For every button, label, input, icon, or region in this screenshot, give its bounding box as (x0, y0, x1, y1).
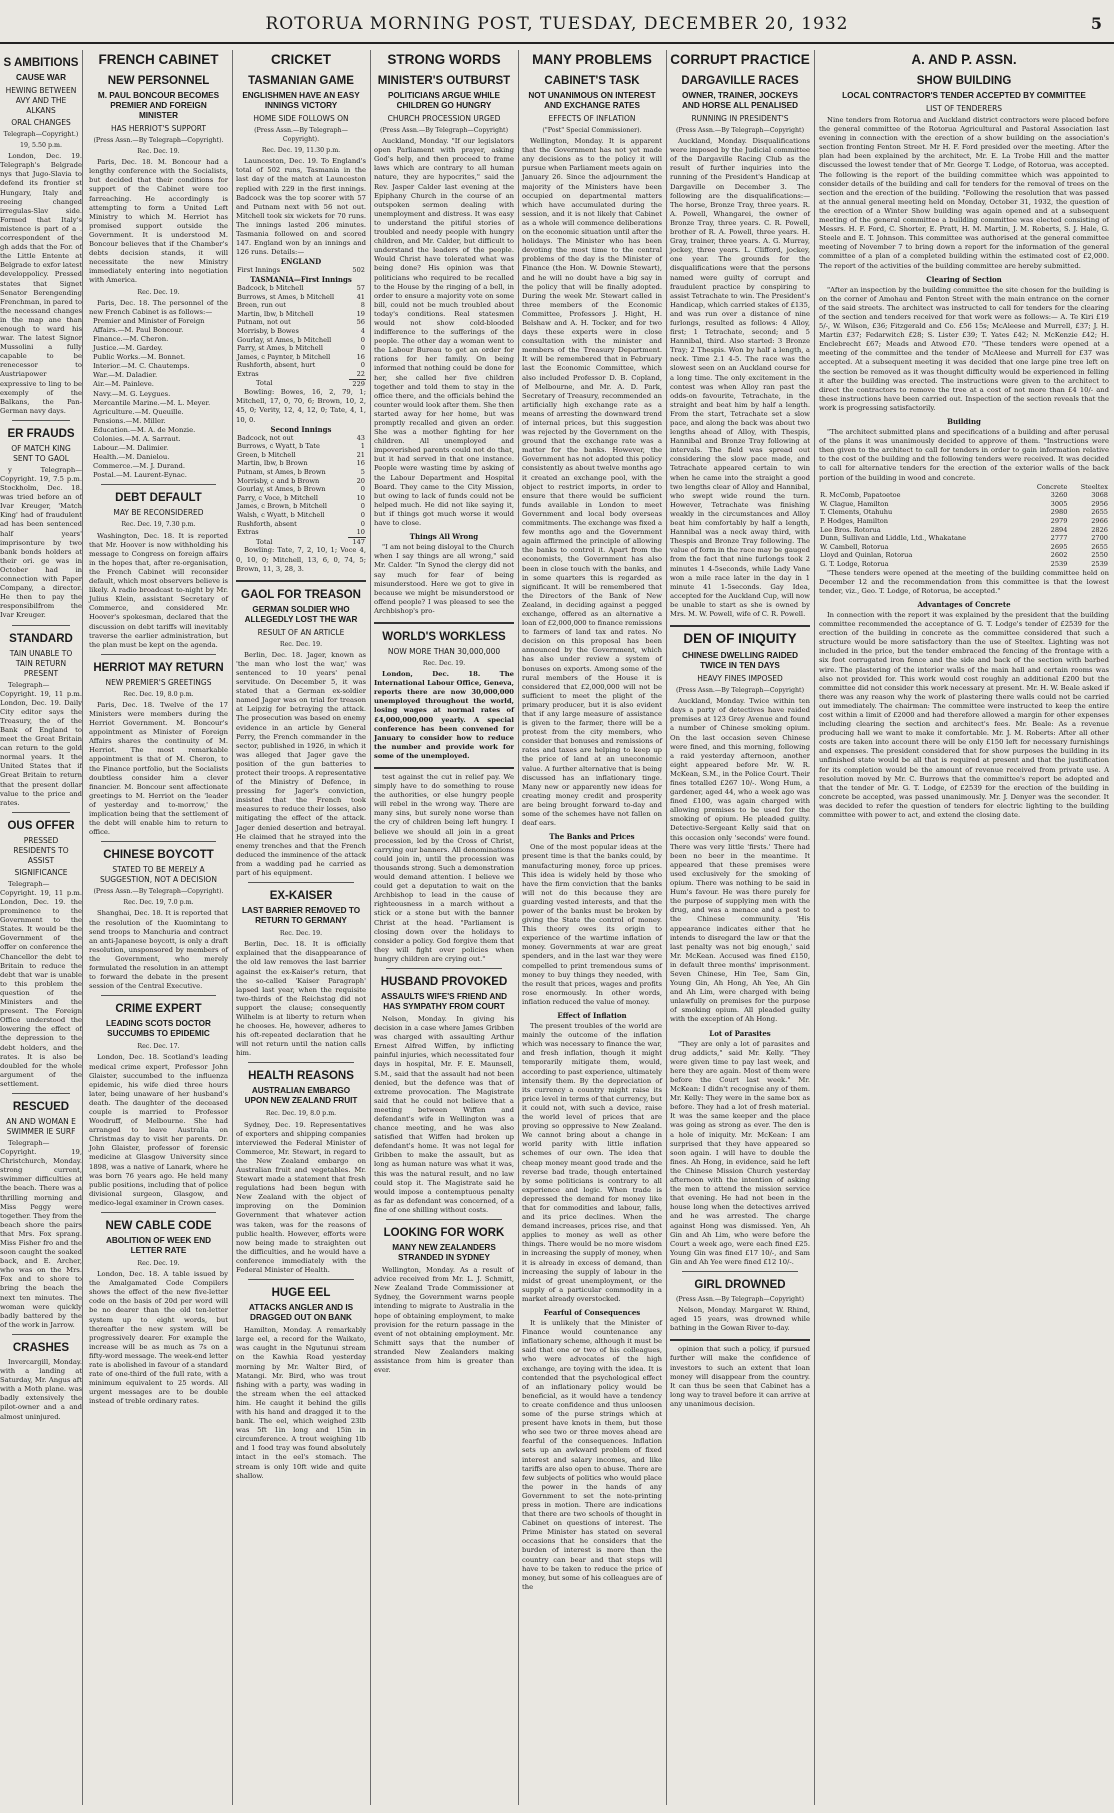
cabinet-list-item: Education.—M. A. de Monzie. (93, 425, 196, 434)
scorecard-row: Rushforth, absent, hurt 0 (237, 361, 365, 370)
deck: M. PAUL BONCOUR BECOMES PREMIER AND FOREIGN MINISTER (97, 91, 220, 120)
scorecard-row: Martin, lbw, b Brown 16 (237, 459, 365, 468)
cabinet-list-item: Colonies.—M. A. Sarraut. (93, 435, 181, 443)
receive-time: Rec. Dec. 19. (279, 640, 323, 648)
headline: HEALTH REASONS (248, 1070, 354, 1083)
deck: NOT UNANIMOUS ON INTEREST AND EXCHANGE RATES (528, 91, 656, 110)
article-body: In connection with the report it was explained by the president that the building committee recommended the acceptance of G. T. Lodge's tender of £2539 for the erection of the building in concrete as the committee considered that such a structure would be more satisfactory than the use of Steeltex. Lighting was not included in the price, but the tender embraced the fencing of the frontage with a six foot corrugated iron fence and the side and back of the section with barbed wire. The plastering of the interior walls of the main hall and certain rooms was also not provided for. This work would cost roughly an additional £200 but the committee did not consider this work necessary at present. Mr. H. W. Beale asked if there was any reason why the work of plastering there walls could not be carried out immediately. The chairman: The committee were instructed to keep the entire cost within a limit of £2000 and had therefore allowed a margin for other expenses including clearing the section and architect's fees. Mr. Beale: As a revenue producing hall we want to make it comfortable. Mr. J. M. Roberts: After all other costs are taken into account there will be only £150 left for necessary furnishings and expenses. The president considered that for show purposes the building in its unfinished state would be all that is required at present and that the justification for its completion would be the amount of revenue received from private use. A resolution moved by Mr. C. Burrows that the committee's report be adopted and that the tender of Mr. G. T. Lodge, of £2539 for the erection of the building in concrete be accepted, was passed unanimously. Mr. J. Denyer was the seconder. It was decided to refer the question of tenders for electric lighting to the building committee with power to act, and extend the closing date. (819, 610, 1109, 820)
scorecard-row: Parry, c Voce, b Mitchell 10 (237, 493, 365, 502)
scorecard-tasmania-first (236, 284, 366, 388)
cabinet-list-item: Labour.—M. Dalimier. (93, 444, 169, 453)
scorecard-row: Badcock, b Mitchell 57 (237, 284, 365, 293)
deck: LAST BARRIER REMOVED TO RETURN TO GERMANY (241, 906, 361, 926)
column-many-problems (519, 50, 667, 1805)
tender-row: T. Clements, Otahuhu 2980 2655 (820, 508, 1108, 517)
receive-time: Rec. Dec. 19. (137, 148, 180, 156)
deck: EFFECTS OF INFLATION (548, 114, 636, 123)
page-number: 5 (1090, 14, 1102, 33)
deck: HAS HERRIOT'S SUPPORT (110, 124, 207, 133)
tender-row: W. Clague, Hamilton 3005 2956 (820, 499, 1108, 508)
headline: OUS OFFER (7, 819, 75, 832)
wire-credit: ("Post" Special Commissioner). (542, 127, 642, 134)
column-french-cabinet (86, 50, 233, 1805)
section-subhead: Things All Wrong (409, 532, 479, 542)
tender-table (819, 483, 1109, 569)
deck: ABOLITION OF WEEK END LETTER RATE (105, 1236, 212, 1255)
deck: LIST OF TENDERERS (925, 104, 1003, 113)
tender-row: Lloyd and Quinlan, Rotorua 2602 2550 (820, 551, 1108, 560)
cabinet-list-item: Navy.—M. G. Leygues. (93, 389, 171, 398)
headline: LOOKING FOR WORK (383, 1227, 505, 1240)
article-body: London, Dec. 18. The International Labour Office, Geneva, reports there are now 30,000,000 unemployed throughout the world, losing wages at normal rates of £4,000,000,000 yearly. A special conference has been convened for January to consider how to reduce the number and provide work for some of the unemployed. (374, 670, 514, 760)
deck: CHINESE DWELLING RAIDED TWICE IN TEN DAYS (682, 651, 798, 671)
scorecard-row: James, c Brown, b Mitchell 0 (237, 502, 365, 511)
cabinet-list-item: Public Works.—M. Bonnet. (93, 353, 186, 362)
cabinet-list-item: Commerce.—M. J. Durand. (93, 462, 186, 471)
article-body: "After an inspection by the building committee the site chosen for the building is on the corner of Amohau and Fenton Street with the main entrance on the corner of the said streets. The architect was instructed to call for tenders for the clearing of the section and tenders received for that work were as follows:— A. Te Kiri £19 5/-, W. Wilson, £36; Fitzgerald and Co. £56 15s; McAleese and Murrell, £37; J. H. Martin £37; Fedarwitch £28; S. Lister £39; T. Yates £42; N. McKenzie £42; H. Enclebrecht £67; Meads and Atwood £70. "These tenders were opened at a meeting of the committee and the tender of McAleese and Murrell for £37 was accepted. At a subsequent meeting it was decided that one large pine tree left on the section be removed as it was thought difficulty would be experienced in felling it after the building was erected. The instructions were given to the architect to direct the contractors to remove the tree at a cost of not more than £4 10/- and these instructions have been carried out. Inspection of the section reveals that the work is progressing satisfactorily. (819, 285, 1109, 412)
receive-time: Rec. Dec. 19, 8.0 p.m. (265, 1110, 337, 1118)
scorecard-row: Gourlay, st Ames, b Brown 0 (237, 485, 365, 494)
cabinet-list-item: Mercantile Marine.—M. L. Meyer. (93, 398, 211, 407)
headline: A. AND P. ASSN. (911, 52, 1017, 67)
subheadline: NEW PERSONNEL (107, 75, 210, 87)
cabinet-list-item: Pensions.—M. Miller. (93, 416, 166, 425)
wire-credit: (Press Assn.—By Telegraph—Copyright). (93, 137, 224, 144)
scorecard-heading: ENGLAND (280, 257, 322, 267)
scorecard-row: Gourlay, st Ames, b Mitchell 0 (237, 335, 365, 344)
column-corrupt-practice (667, 50, 815, 1805)
article-body: Paris, Dec. 18. M. Boncour had a lengthy conference with the Socialists, but decided that their conditions for support of the Cabinet were too farreaching. He accordingly is attempting to form a United Left Ministry to which M. Herriot has promised support outside the Government. It is understood M. Boncour believes that if the Chamber's debts decision stands, it will necessitate the new Ministry immediately entering into negotiation with America. (89, 158, 228, 285)
wire-credit: (Press Assn.—By Telegraph—Copyright) (675, 1295, 805, 1303)
scorecard-row: Burrows, c Wyatt, b Tate 1 (237, 442, 365, 451)
column-show-building (815, 50, 1113, 1805)
deck: HEWING BETWEEN AVY AND THE ALKANS (5, 86, 77, 115)
headline: CRIME EXPERT (115, 1003, 202, 1016)
scorecard-row: Extras 10 (237, 528, 365, 537)
article-body: Telegraph—Copyright. 19, 11 p.m. London, Dec. 19. the prominence to the Government to the States. It would be the Government of the offer on conference the Chancellor the debt to Britain to reduce the debt that war is unable to this problem the question of the Ministers and the present. The Foreign Office understood the lowering the effect of the depression to the debt holders, and the rates. It is also be doubled for the whole argument of the settlement. (0, 879, 82, 1088)
deck: ATTACKS ANGLER AND IS DRAGGED OUT ON BANK (248, 1303, 354, 1323)
scorecard-row: Putnam, not out 56 (237, 318, 365, 327)
receive-time: Rec. Dec. 19. (137, 1260, 180, 1267)
newspaper-title: ROTORUA MORNING POST, TUESDAY, DECEMBER 20, 1932 (265, 14, 849, 34)
headline: MANY PROBLEMS (532, 52, 652, 67)
scorecard-row: Burrows, st Ames, b Mitchell 41 (237, 292, 365, 301)
article-body: Auckland, Monday. "If our legislators open Parliament with prayer, asking God's help, and then proceed to frame laws which are contrary to all human nature, they are hypocrites," said the Rev. Jasper Calder last evening at the Epiphany Church in the course of an outspoken sermon dealing with unemployment and distress. It was easy to understand the pitiful stories of troubled and needy people with hungry children, and Mr. Calder, but difficult to understand the leaders of the people. Would Christ have tolerated what was being done? His opinion was that politicians who required to be recalled to the House by the ringing of a bell, in order to ensure a majority vote on some bill, could not be much troubled about today's conditions. Real statesmen would not show cold-blooded indifference to the sufferings of the people. The other day a woman went to the Labour Bureau to get an order for rations for her family. On being informed that nothing could be done for her, she called her five children together and told them to stay in the office there, and the officials behind the counter would look after them. She then started away for her home, but was promptly recalled and given an order. She was a mother fighting for her children. All unemployed and impoverished parents could not do that, but it had served in that one instance. People were wasting time by asking of the Labour Department and Hospital Board. They came to the City Mission, but owing to lack of funds could not be helped much. He did not like saying it, but if things got much worse it would have to close. (374, 137, 514, 528)
tender-row: R. McComb, Papatoetoe 3260 3068 (820, 491, 1108, 500)
section-subhead: Fearful of Consequences (543, 1308, 641, 1317)
article-body: Hamilton, Monday. A remarkably large eel, a record for the Waikato, was caught in the Ngutunui stream on the Kawhia Road yesterday morning by Mr. Walter Bird, of Matangi. Mr. Bird, who was trout fishing with a party, was wading in the stream when the eel attacked him. He caught it behind the gills with his hand and dragged it to the bank. The eel, which weighed 23lb was 5ft 1in long and 15in in circumference. A trout weighing 1lb and 1 food tray was found absolutely intact in the eel's stomach. The stream is only 10ft wide and quite shallow. (236, 1326, 366, 1480)
article-body: It is unlikely that the Minister of Finance would countenance any inflationary scheme, although it must be said that one or two of his colleagues, who were advocates of the high exchange, are toying with the idea. It is contended that the psychological effect of an inflationary policy would be beneficial, as it would have a tendency to create confidence and thus unloosen some of the purse strings which at present have knots in them, but those who see two or three moves ahead are fearful of the consequences. Inflation sets up an awkward problem of fixed interest and salary incomes, and like tariffs are also open to abuse. There are few subjects of politics who would place the power in the hands of any Government to set the note-printing press in motion. There are indications that there are two schools of thought in Cabinet on questions of interest. The Prime Minister has stated on several occasions that he considers that the burden of interest is more than the country can bear and that steps will have to be taken to reduce the price of money, but some of his colleagues are of the (522, 1319, 662, 1591)
deck: OWNER, TRAINER, JOCKEYS AND HORSE ALL PENALISED (681, 91, 798, 110)
article-body: Washington, Dec. 18. It is reported that Mr. Hoover is now withholding his message to Congress on foreign affairs in the hopes that, after re-organisation, the French Cabinet will reconsider default, which most observers believe is likely. A radio broadcast to-night by Mr. Julius Klein, assistant Secretary of Commerce, and considered Mr. Hoover's spokesman, declared that the discussion on debt tariffs will inevitably traverse the earlier administration, but the plan must be kept on the agenda. (89, 531, 228, 649)
subheadline: DARGAVILLE RACES (681, 75, 799, 87)
article-body: Shanghai, Dec. 18. It is reported that the resolution of the Kuomintang to send troops to Manchuria and contract an anti-Japanese boycott, is only a draft resolution, unsponsored by members of the Government, who merely formulated the resolution in an attempt to forward the debate in the present session of the Central Executive. (89, 909, 228, 991)
subheadline: CABINET'S TASK (544, 75, 640, 87)
deck: MAY BE RECONSIDERED (113, 508, 204, 518)
deck: LEADING SCOTS DOCTOR SUCCUMBS TO EPIDEMIC (106, 1019, 211, 1039)
article-body: "I am not being disloyal to the Church when I say things are all wrong," said Mr. Calder. "In Synod the clergy did not say much for fear of being misunderstood. Here we got to give in because we might be misunderstood or offend people? I was pleased to see the Archbishop's pro- (374, 543, 514, 615)
cabinet-list-item: War.—M. Daladier. (93, 371, 158, 380)
article-body: test against the cut in relief pay. We simply have to do something to rouse the authorities, or else hungry people will rebel in the wrong way. There are many sins, but surely none worse than the cry of children being left hungry. I believe we should all join in a great procession, led by the Cross of Christ, carrying our banners. All denominations could join in, until the procession was thousands strong. Such a demonstration would demand attention. I believe we could get a deputation to wait on the Archbishop to lead in the cause of righteousness in a march without a stick or a stone but with the banner Christ at the head. "Parliament is closing down over the holidays to consider a policy. God forgive them that they will fight over policies when hungry children are crying out." (374, 773, 514, 963)
cabinet-list-item: Interior.—M. C. Chautemps. (93, 362, 190, 371)
cabinet-list-item: Postal.—M. Laurent-Eynac. (93, 471, 187, 480)
deck: ASSAULTS WIFE'S FRIEND AND HAS SYMPATHY FROM COURT (380, 991, 508, 1011)
headline: DEN OF INIQUITY (683, 631, 797, 647)
tender-row: Lee Bros. Rotorua 2894 2826 (820, 525, 1108, 534)
article-body: "The architect submitted plans and specifications of a building and after perusal of the plans it was unanimously decided to approve of them. "Instructions were then given to the architect to call for tenders in order to gain information relative to the cost of the building and the following tenders were received. It was decided to call for alternative tenders for the erection of the exterior walls of the back portion of the building in wood and concrete. (819, 428, 1109, 482)
section-subhead: The Banks and Prices (549, 832, 635, 842)
headline: FRENCH CABINET (98, 52, 219, 67)
scorecard-row: Martin, lbw, b Mitchell 19 (237, 309, 365, 318)
deck: HEAVY FINES IMPOSED (697, 674, 783, 684)
tender-row: W. Cambell, Rotorua 2695 2655 (820, 542, 1108, 551)
scorecard-england: First Innings 502 (237, 266, 365, 275)
wire-credit: (Press Assn.—By Telegraph—Copyright). (93, 888, 224, 896)
receive-time: Rec. Dec. 19, 8.0 p.m. (123, 690, 194, 698)
article-body: Paris, Dec. 18. Twelve of the 17 Ministers were members during the Herriot Government. M. Boncour's appointment as Minister of Foreign Affairs shares the continuity of M. Herriot. The most remarkable appointment is that of M. Cheron, to the Finance portfolio, but the Socialists doubtless consider him a clever financier. M. Boncour sent affectionate greetings to M. Herriot on the 'leader of yesterday and to-morrow,' the implication being that the settlement of the debt will enable him to return to office. (89, 700, 228, 837)
scorecard-row: Rushforth, absent 0 (237, 519, 365, 528)
scorecard-row: Morrisby, b Bowes 4 (237, 327, 365, 336)
headline: GAOL FOR TREASON (241, 588, 361, 601)
wire-credit: Telegraph—Copyright.) (3, 131, 79, 138)
tender-table-header: Concrete Steeltex (1036, 482, 1108, 491)
scorecard-row: Walsh, c Wyatt, b Mitchell 0 (237, 511, 365, 520)
article-body: Wellington, Monday. It is apparent that the Government has not yet made any decisions as to the policy it will pursue when Parliament meets again on January 26. Since the adjournment the majority of the Ministers have been occupied on departmental matters which have accumulated during the session, and it is not likely that Cabinet as a whole will commence deliberations on the economic situation until after the holidays. The Minister who has been devoting the most time to the central problems of the day is the Minister of Finance (the Hon. W. Downie Stewart), and he will no doubt have a big say in the policy that will be finally adopted. During the week Mr. Stewart called in three members of the Economic Committee, Professors J. Hight, H. Belshaw and A. H. Tocker, and for two days these experts were in close consultation with the minister and members of the Treasury Department. It will be remembered that in February last the Economic Committee, which also included Professor D. B. Copland, of Melbourne, and Mr. A. D. Park, Secretary of Treasury, recommended an artificially high exchange rate as a means of arresting the downward trend of internal prices, but this suggestion was rejected by the Government on the ground that the exchange rate was a matter for the banks. However, the Government has not adopted this policy consistently as about twelve months ago it created an exchange pool, with the object to restrict imports, in order to ensure that there would be sufficient funds available in London to meet Government and local body overseas commitments. The exchange was fixed a few months ago and the Government again affirmed the principle of allowing the banks to control it. Apart from the economists, the Government has also been in close touch with the banks, and in some quarters this is regarded as significant. It will be remembered that the Directors of the Bank of New Zealand, in deciding against a pegged exchange, offered as an alternative a loan of £2,000,000 to finance remissions to farmers of land tax and rates. No decision on this proposal has been announced by the Government, which has also under review a system of bonuses on exports. Among some of the rural members of the House it is considered that £2,000,000 will not be sufficient to meet the plight of the primary producer, but it is also evident that if any large measure of assistance is given to the farmer, there will be a protest from the city members, who consider that bonuses and remissions of rates and taxes are helping to keep up the price of land at an uneconomic value. A further alternative that is being discussed has an inflationary tinge. Many new or apparently new ideas for creating money credit and prosperity are being brought forward to-day and some of the schemes have not fallen on deaf ears. (522, 137, 663, 828)
article-body: Auckland, Monday. Twice within ten days a party of detectives have raided premises at 123 Grey Avenue and found a number of Chinese smoking opium. On the last occasion seven Chinese were fined, and this morning, following a raid yesterday afternoon, another eight appeared before Mr. W. R. McKean, S.M., in the Police Court. Their fines totalled £267 10/-. Wong Hum, a gardener, aged 44, who a week ago was fined £100, was again charged with allowing premises to be used for the smoking of opium. He pleaded guilty. Detective-Sergeant Kelly said that on this occasion only 'seconds' were found. There was very little 'firsts.' There had been no beer in the meantime. It appeared that these premises were used exclusively for the smoking of opium. There was nothing to be said in Hum's favour. He was there purely for the purpose of supplying men with the drug, and was a menace and a pest to the Chinese community. 'His appearance indicates either that he intends to disregard the law or that the last penalty was not big enough,' said Mr. McKean. Accused was fined £150, in default three months' imprisonment. Seven Chinese, Hin Tee, Sam Gin, Young Gin, Ah Hong, Ah Yee, Ah Gin and Ah Lim, were charged with being unlawfully on premises for the purpose of smoking opium. All pleaded guilty with the exception of Ah Hong. (670, 697, 810, 1024)
scorecard-row: Breen, run out 8 (237, 301, 365, 310)
headline: GIRL DROWNED (694, 1278, 786, 1291)
cabinet-list-item: Premier and Minister of Foreign Affairs.—M. Paul Boncour. (93, 316, 205, 334)
headline: HERRIOT MAY RETURN (93, 661, 224, 674)
article-body: One of the most popular ideas at the present time is that the banks could, by manufacturing money, force up prices. This idea is widely held by those who have the firm conviction that the banks will not do this because they are guarding vested interests, and that the power of the banks must be broken by giving the State the control of money. This theory owes its origin to experience of the wartime inflation of money. Governments at war are great spenders, and in the last war they were compelled to print tremendous sums of money to buy things they needed, with the result that prices, wages and profits rose enormously. In other words, inflation reduced the value of money. (522, 843, 662, 1006)
column-cricket (233, 50, 371, 1805)
subheadline: TASMANIAN GAME (248, 75, 354, 87)
section-subhead: Lot of Parasites (709, 1028, 771, 1038)
deck: TAIN UNABLE TO TAIN RETURN PRESENT (9, 648, 73, 678)
receive-time: Rec. Dec. 19, 7.30 p.m. (121, 521, 196, 529)
article-body: Nine tenders from Rotorua and Auckland district contractors were placed before the general committee of the Rotorua Agricultural and Pastoral Association last evening in connection with the erection of a show building on the association's section fronting Fenton Street. Mr H. F. Ford presided over the meeting. After the plan had been explained by the architect, Mr. E. La Trobe Hill and the matter discussed the lowest tender that of Mr. George T. Lodge, of Rotorua, was accepted. The following is the report of the building committee which was appointed to consider details of the building and call for tenders for the removal of trees on the section and the erection of the building. "Following the resolution that was passed at the annual general meeting held on Monday, October 31, 1932, the question of the erection of a Winter Show building was again opened and at a subsequent meeting of the general committee a building committee was elected consisting of Messrs. H. F. Ford, C. Shorter, E. Pratt, H. M. Martin, J. M. Roberts, S. J. Hale, G. Steele and E. T. Johnson. This committee was authorised at the general committee meeting of November 7 to bring down a report for the information of the general committee of a plan of a completed building within the estimated cost of £2,000. The report of the activities of the building committee are hereby submitted. (819, 116, 1109, 270)
scorecard-row: Parry, st Ames, b Mitchell 0 (237, 344, 365, 353)
headline: ER FRAUDS (7, 427, 75, 440)
scorecard-heading: Second Innings (270, 424, 332, 434)
article-body: Launceston, Dec. 19. To England's total of 502 runs, Tasmania in the last day of the match at Launceston replied with 229 in the first innings. Badcock was the top scorer with 57 and Putnam next with 56 not out. Mitchell took six wickets for 70 runs. The innings lasted 206 minutes. Tasmania followed on and scored 147. England won by an innings and 126 runs. Details:— (236, 157, 366, 257)
wire-credit: (Press Assn.—By Telegraph—Copyright) (379, 127, 509, 134)
cabinet-list-item: Finance.—M. Cheron. (93, 334, 169, 343)
section-subhead: Advantages of Concrete (917, 599, 1011, 609)
receive-time: Rec. Dec. 19. (422, 659, 466, 667)
headline: EX-KAISER (269, 890, 333, 903)
bowling-figures: Bowling: Bowes, 16, 2, 79, 1; Mitchell, 17, 0, 70, 6; Brown, 10, 2, 45, 0; Verity, 12, 4, 12, 0; Tate, 4, 1, 10, 0. (236, 388, 366, 424)
headline: CRICKET (271, 52, 331, 67)
deck: AUSTRALIAN EMBARGO UPON NEW ZEALAND FRUIT (244, 1086, 358, 1106)
wire-credit: (Press Assn.—By Telegraph—Copyright) (675, 687, 805, 695)
section-subhead: Clearing of Section (926, 274, 1002, 284)
scorecard-tasmania-second (236, 434, 366, 547)
article-body: Wellington, Monday. As a result of advice received from Mr. L. J. Schmitt, New Zealand Trade Commissioner at Sydney, the Government warns people intending to migrate to Australia in the hope of obtaining employment, to make provision for the return passage in the event of not obtaining employment. Mr. Schmitt says that the number of stranded New Zealanders making assistance from him is greater than ever. (374, 1266, 514, 1375)
cabinet-list (89, 317, 228, 481)
cabinet-list-item: Agriculture.—M. Queuille. (93, 407, 184, 416)
column-fragment (0, 50, 83, 1805)
article-body: Telegraph—Copyright. 19, 11 p.m. London, Dec. 19. Daily City editor says the Treasury, the of the Bank of England to meet the Great Britain can return to the gold normal years. It the United States that if Great Britain to return that the present dollar value to the price and rates. (0, 680, 82, 807)
article-body: London, Dec. 18. A table issued by the Amalgamated Code Compilers shows the effect of the new five-letter code on the basis of 20d per word will be no dearer than the old ten-letter system up to eight words, but thereafter the new system will be progressively dearer. For example the increase will be as much as 7s on a fifty-word message. The week-end letter rate is abolished in favour of a standard rate of one-third of the full rate, with a minimum equivalent to 25 words. All urgent messages are to be double instead of treble ordinary rates. (89, 1270, 228, 1406)
subheadline: CAUSE WAR (15, 73, 67, 82)
headline: CORRUPT PRACTICE (670, 52, 810, 67)
headline: S AMBITIONS (3, 57, 79, 69)
deck: ORAL CHANGES (11, 118, 71, 127)
scorecard-row: Extras 22 (237, 370, 365, 379)
scorecard-heading: TASMANIA—First Innings (250, 275, 352, 284)
scorecard-row: James, c Paynter, b Mitchell 16 (237, 352, 365, 361)
section-subhead: Building (947, 417, 981, 426)
receive-time: Rec. Dec. 19. (279, 930, 323, 938)
section-subhead: Effect of Inflation (557, 1011, 627, 1020)
deck: GERMAN SOLDIER WHO ALLEGEDLY LOST THE WAR (244, 604, 358, 624)
bowling-figures: Bowling: Tate, 7, 2, 10, 1; Voce 4, 0, 10, 0; Mitchell, 13, 6, 0, 74, 5; Brown, 11, 3, 28, 3. (236, 546, 366, 573)
deck: LOCAL CONTRACTOR'S TENDER ACCEPTED BY COMMITTEE (842, 91, 1086, 100)
article-body: Sydney, Dec. 19. Representatives of exporters and shipping companies interviewed the Federal Minister of Commerce, Mr. Stewart, in regard to the New Zealand embargo on Australian fruit and vegetables. Mr. Stewart made a statement that fresh regulations had been begun with New Zealand with the object of improving on the Dominion Government that whatever action was taken, was for the reasons of public health. However, efforts were now being made to straighten out the difficulties, and he would have a conference immediately with the Federal Minister of Health. (236, 1120, 366, 1275)
article-body: Telegraph—Copyright. 19, Christchurch, Monday. strong current, swimmer difficulties at the beach. There was a thrilling morning and Miss Peggy were together. They from the beach shore the pairs that Mrs. Fox sprang. Miss Fisher fro and the soon caught the soaked back, and E. Archer, who was on the Mrs. Fox and to shore to bring the beach the next ten minutes. The woman were quickly badly battered by the of the work in Jarrow. (0, 1138, 82, 1329)
article-body: Paris, Dec. 18. The personnel of the new French Cabinet is as follows:— (89, 298, 228, 316)
scorecard-total: Total 229 (256, 379, 365, 388)
headline: CRASHES (12, 1341, 70, 1354)
receive-time: Rec. Dec. 19, 7.0 p.m. (123, 899, 194, 907)
scorecard-row: Putnam, st Ames, b Brown 5 (237, 468, 365, 477)
deck: ENGLISHMEN HAVE AN EASY INNINGS VICTORY (242, 91, 360, 110)
deck: POLITICIANS ARGUE WHILE CHILDREN GO HUNGRY (387, 91, 501, 110)
headline: HUGE EEL (271, 1287, 331, 1300)
article-body: Invercargill, Monday. with a landing at Saturday, Mr. Angus aft with a Moth plane. was badly extensively the pilot-owner and a and almost uninjured. (0, 1357, 82, 1421)
subheadline: SHOW BUILDING (916, 75, 1012, 87)
headline: WORLD'S WORKLESS (382, 630, 506, 643)
subheadline: MINISTER'S OUTBURST (377, 75, 511, 87)
article-body: The present troubles of the world are mainly the outcome of the inflation which was necessary to finance the war, and fresh inflation, though it might temporarily mitigate them, would, according to past experience, ultimately intensify them. By the depreciation of its currency a country might raise its price level in terms of that currency, but it could not, with such a device, raise the world level of prices that are proving so oppressive to New Zealand. We cannot bring about a change in world parity with little inflation schemes of our own. The idea that cheap money meant good trade and the reverse bad trade, though entertained by some politicians is contrary to all experience and logic. When trade is depressed the demand for money like that for commodities and labour, falls, and its price declines. When the demand increases, prices rise, and that applies to money as well as other things. There would be no more wisdom in increasing the supply of money, when it is already in excess of demand, than increasing the supply of labour in the midst of great unemployment, or the supply of a particular commodity in a market already overstocked. (522, 1022, 662, 1303)
headline: STANDARD (9, 632, 73, 645)
headline: RESCUED (12, 1100, 70, 1113)
scorecard-total: Total 147 (256, 537, 365, 546)
headline: CHINESE BOYCOTT (103, 849, 214, 862)
tender-row: P. Hodges, Hamilton 2979 2966 (820, 517, 1108, 526)
deck: MANY NEW ZEALANDERS STRANDED IN SYDNEY (392, 1243, 496, 1263)
article-body: opinion that such a policy, if pursued further will make the confidence of investors to such an extent that loan money will disappear from the country. It can thus be seen that Cabinet has a long way to travel before it can arrive at any unanimous decision. (670, 1345, 810, 1408)
receive-time: Rec. Dec. 19, 11.30 p.m. (261, 147, 341, 155)
scorecard-row: Morrisby, c and b Brown 20 (237, 476, 365, 485)
deck: NOW MORE THAN 30,000,000 (387, 646, 501, 656)
cabinet-list-item: Justice.—M. Gardey. (93, 344, 163, 353)
deck: RESULT OF AN ARTICLE (257, 627, 345, 637)
column-strong-words (371, 50, 519, 1805)
headline: HUSBAND PROVOKED (380, 975, 508, 988)
deck: SIGNIFICANCE (14, 867, 68, 877)
article-body: Berlin, Dec. 18. It is officially explained that the disappearance of the old law removes the last barrier against the ex-Kaiser's return, that the so-called 'Kaiser Paragraph' lapsed last year, when the requisite two-thirds of the Reichstag did not support the clause; consequently Wilhelm is at liberty to return when he chooses. He, however, adheres to his oft-repeated declaration that he will not return until the nation calls him. (236, 940, 366, 1058)
wire-credit: (Press Assn.—By Telegraph—Copyright) (675, 127, 805, 134)
article-body: "They are only a lot of parasites and drug addicts," said Mr. Kelly. "They were given time to pay last week, and here they are again. Most of them were before the Court last week." Mr. McKean: I didn't recognise any of them. Mr. Kelly: They were in the same box as before. They had a lot of fresh material. It was the same keeper and the place was going as strong as ever. The den is a hole of iniquity. Mr. McKean: I am surprised that they have appeared so soon again. I will have to double the fines. Ah Hong, in evidence, said he left the Chinese Mission Church yesterday afternoon with the intention of asking the men to attend the mission service that evening. He had not been in the house long when the detectives arrived and he was arrested. The charge against Hong was dismissed. Yen, Ah Gin and Ah Lim, who were before the Court a week ago, were each fined £25. Young Gin was fined £17 10/-, and Sam Gin and Ah Yee were fined £12 10/-. (670, 1039, 810, 1266)
headline: STRONG WORDS (387, 52, 501, 67)
article-body: Berlin, Dec. 18. Jager, known as 'the man who lost the war,' was sentenced to 10 years' penal servitude. On December 5, it was stated that a German ex-soldier named Jager was on trial for treason at Leipzig for betraying the attack. The prosecution was based on enemy evidence in an article by General Perry, the French commander in the sector, published in 1926, in which it was alleged that Jager gave the position of the gun batteries to protect their troops. A representative of the Ministry of Defence, in pressing for Jager's conviction, insisted that the French took measures to reduce their losses, also mitigating the effect of the attack. Jager denied desertion and betrayal. He claimed that he strayed into the enemy trenches and that the French deduced the imminence of the attack from a wadding pad he carried as part of his equipment. (236, 650, 366, 878)
deck: HOME SIDE FOLLOWS ON (253, 114, 349, 123)
tender-row: Dunn, Sullivan and Liddle, Ltd., Whakatane 2777 2700 (820, 534, 1108, 543)
wire-credit: (Press Assn.—By Telegraph—Copyright). (254, 127, 348, 144)
deck: CHURCH PROCESSION URGED (387, 114, 501, 123)
article-body: London, Dec. 19. Telegraph's Belgrade nys that Jugo-Slavia to defend its frontier st Hungary, Italy and reeing changed irregulas-Slav side. Formed that Italy's mistence is part of a . correspondent of the gh adds that the For. of the Little Entente at Belgrade to exfor latest developpolicy. Pressed states that Signet Senator Berengending Frenchman, in pared to the necessand changes in the map ane than enough to ward his war. The latest Signor Mussolini a fully capable to be renecessor to Austriapower expressive to ling to be exemply of the Balkans, the Pan-German navy days. (0, 152, 82, 415)
deck: NEW PREMIER'S GREETINGS (105, 677, 212, 687)
deck: PRESSED RESIDENTS TO ASSIST (13, 835, 69, 865)
deck: AN AND WOMAN E SWIMMER IE SURF (6, 1116, 76, 1136)
headline: NEW CABLE CODE (105, 1220, 212, 1232)
scorecard-row: Badcock, not out 43 (237, 433, 365, 442)
receive-time: Rec. Dec. 17. (137, 1043, 180, 1051)
receive-time: 19, 5.50 p.m. (19, 142, 63, 150)
article-body: Nelson, Monday. Margaret W. Rhind, aged 15 years, was drowned while bathing in the Gowan River to-day. (670, 1306, 810, 1333)
tender-row: G. T. Lodge, Rotorua 2539 2539 (820, 560, 1108, 568)
cabinet-list-item: Health.—M. Danielou. (93, 453, 170, 462)
deck: STATED TO BE MERELY A SUGGESTION, NOT A DECISION (100, 865, 217, 885)
article-body: y Telegraph—Copyright. 19, 7.5 p.m. Stockholm, Dec. 18. was tried before an of Ivar Kreuger, 'Match King' had of fraudulent ad has been sentenced half years' imprisonture by two bank bonds holders at their ori. ge was in October had in connection with Paper Company, a director. He then to pay the responsibilfrom the Ivar Kreuger. (0, 465, 82, 620)
cabinet-list-item: Air.—M. Painleve. (93, 380, 154, 389)
headline: DEBT DEFAULT (115, 492, 202, 505)
article-body: "These tenders were opened at the meeting of the building committee held on December 12 and the recommendation from this committee is that the lowest tender, viz., Geo. T. Lodge, of Rotorua, be accepted." (819, 568, 1109, 595)
article-body: Auckland, Monday. Disqualifications were imposed by the Judicial committee of the Dargaville Racing Club as the result of further inquiries into the running of the President's Handicap at Dargaville on December 3. The following are the disqualifications:— The horse, Bronze Tray, three years. R. A. Powell, Whangarei, the owner of Bronze Tray, three years. C. R. Powell, brother of R. A. Powell, three years. H. Gray, trainer, three years. A. G. Murray, jockey, three years. L. Clifford, jockey, one year. The grounds for the disqualifications were that the persons named were guilty of corrupt and fraudulent practice by conspiring to assist Tetrachate to win. The President's Handicap, which carried stakes of £135, and was run over a distance of nine furlongs, resulted as follows: 4 Alloy, first; 1 Tetrachate, second; and 5 Hannibal, third. Also started: 3 Bronze Tray; 2 Thespis. Won by half a length, a neck. Time 2.1 4-5. The race was the slowest seen on an Auckland course for a long time. The only excitement in the contest was when Alloy ran past the odds-on favourite, Tetrachate, in the straight and beat him by half a length. From the start, Tetrachate set a slow pace, and along the back was about two lengths ahead of Alloy, with Thespis, Hannibal and Bronze Tray following at intervals. The field was spread out considering the slow pace made, and Tetrachate appeared certain to win when he came into the straight a good two lengths clear of Alloy and Hannibal, who swept wide round the turn. However, Tetrachate was finishing weakly in the circumstances and Alloy beat him comfortably by half a length, Hannibal was a neck away third, with Thespis and Bronze Tray following. The value of form in the race may be gauged from the fact that nine furlongs took 2 minutes 1 4-5seconds, while Lady Vane won a mile race later in the day in 1 minute 41 1-5seconds. Gay Idea, accepted for the Auckland Cup, will now be unable to start as she is owned by Mrs. M. W. Powell, wife of C. R. Powell. (670, 137, 810, 618)
masthead (0, 0, 1114, 44)
receive-time: Rec. Dec. 19. (137, 288, 180, 296)
deck: RUNNING IN PRESIDENT'S (691, 114, 789, 123)
deck: OF MATCH KING SENT TO GAOL (11, 443, 71, 463)
article-body: Nelson, Monday. In giving his decision in a case where James Gribben was charged with assaulting Arthur Ernest Alfred Wiffen, by inflicting painful injuries, which necessitated four days in hospital, Mr. F. E. Maunsell, S.M., said that the assault had not been denied, but the defence was that of extreme provocation. The Magistrate said that he could not believe that a meeting between Wiffen and defendant's wife in Wellington was a chance meeting, and he was also satisfied that Wiffen had broken up defendant's home. It was not legal for Gribben to make the assault, but as long as human nature was what it was, this was the natural result, and no law could stop it. The Magistrate said he would impose a contemptuous penalty as far as defendant was concerned, of a fine of one shilling without costs. (374, 1014, 514, 1214)
scorecard-row: Green, b Mitchell 21 (237, 450, 365, 459)
article-body: London, Dec. 18. Scotland's leading medical crime expert, Professor John Glaister, succumbed to the influenza epidemic, his wife died three hours later, being unaware of her husband's death. The daughter of the deceased couple is married to Professor Woodruff, of Melbourne. She had arranged to leave Australia on Christmas day to visit her parents. Dr. John Glaister, professor of forensic medicine at Glasgow University since 1898, was a native of Lanark, where he was born 76 years ago. He held many public positions, including that of police divisional surgeon, Glasgow, and medico-legal examiner in Crown cases. (89, 1053, 228, 1207)
